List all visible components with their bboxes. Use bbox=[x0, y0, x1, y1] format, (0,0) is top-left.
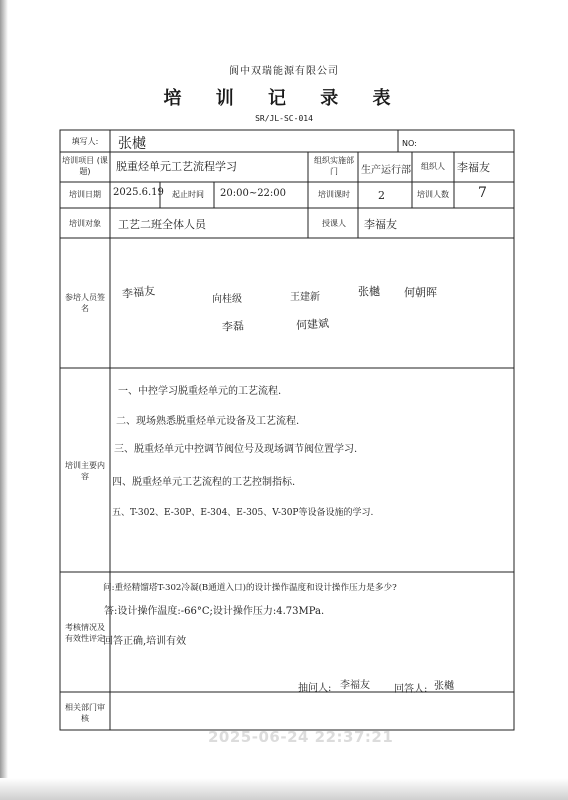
filler-value: 张樾 bbox=[118, 136, 146, 152]
target-value: 工艺二班全体人员 bbox=[118, 218, 206, 231]
evaluation-answer: 答:设计操作温度:-66°C;设计操作压力:4.73MPa. bbox=[104, 606, 325, 617]
org-dept-label: 组织实施部门 bbox=[314, 156, 354, 176]
content-item: 五、T-302、E-30P、E-304、E-305、V-30P等设备设施的学习. bbox=[112, 508, 374, 518]
organizer-label: 组织人 bbox=[421, 162, 445, 171]
evaluation-result: 回答正确,培训有效 bbox=[103, 636, 187, 647]
answerer-value: 张樾 bbox=[434, 681, 454, 692]
teacher-label: 授课人 bbox=[322, 219, 346, 228]
topic-label: 培训项目 (课题) bbox=[62, 156, 108, 176]
content-item: 二、现场熟悉脱重烃单元设备及工艺流程. bbox=[116, 416, 300, 427]
teacher-value: 李福友 bbox=[364, 218, 397, 231]
participants-label: 参培人员签名 bbox=[65, 293, 105, 313]
hours-value: 2 bbox=[378, 189, 385, 202]
participant-signature: 张樾 bbox=[358, 285, 380, 298]
participant-signature: 何朝晖 bbox=[404, 286, 437, 299]
evaluation-question: 问:重烃精馏塔T-302冷凝(B通道入口)的设计操作温度和设计操作压力是多少? bbox=[103, 583, 397, 593]
date-label: 培训日期 bbox=[69, 190, 101, 199]
participant-signature: 李磊 bbox=[221, 319, 245, 334]
participant-signature: 向桂级 bbox=[212, 294, 242, 305]
start-time-value: 20:00~22:00 bbox=[220, 188, 287, 199]
count-label: 培训人数 bbox=[417, 190, 449, 199]
count-value: 7 bbox=[478, 185, 487, 201]
company-name: 阆中双瑞能源有限公司 bbox=[229, 66, 339, 77]
content-item: 四、脱重烃单元工艺流程的工艺控制指标. bbox=[112, 477, 296, 488]
content-label: 培训主要内容 bbox=[65, 461, 105, 481]
participant-signature: 何建斌 bbox=[295, 316, 330, 333]
content-item: 三、脱重烃单元中控调节阀位号及现场调节阀位置学习. bbox=[114, 444, 358, 455]
organizer-value: 李福友 bbox=[457, 161, 490, 174]
answerer-label: 回答人: bbox=[394, 684, 428, 695]
date-value: 2025.6.19 bbox=[113, 187, 164, 198]
evaluation-label: 考核情况及有效性评定 bbox=[65, 623, 105, 643]
no-label: NO: bbox=[402, 139, 417, 148]
form-title: 培 训 记 录 表 bbox=[163, 88, 405, 109]
target-label: 培训对象 bbox=[69, 219, 101, 228]
asker-label: 抽问人: bbox=[298, 683, 332, 694]
content-item: 一、中控学习脱重烃单元的工艺流程. bbox=[118, 386, 282, 397]
filler-label: 填写人: bbox=[71, 137, 99, 146]
participant-signature: 李福友 bbox=[121, 284, 156, 301]
hours-label: 培训课时 bbox=[318, 190, 350, 199]
document-number: SR/JL-SC-014 bbox=[255, 114, 313, 123]
scan-timestamp: 2025-06-24 22:37:21 bbox=[208, 728, 394, 746]
org-dept-value: 生产运行部 bbox=[361, 165, 411, 176]
start-time-label: 起止时间 bbox=[172, 190, 204, 199]
topic-value: 脱重烃单元工艺流程学习 bbox=[116, 160, 237, 173]
participant-signature: 王建新 bbox=[290, 292, 320, 303]
review-label: 相关部门审核 bbox=[65, 703, 105, 723]
asker-value: 李福友 bbox=[340, 680, 370, 691]
